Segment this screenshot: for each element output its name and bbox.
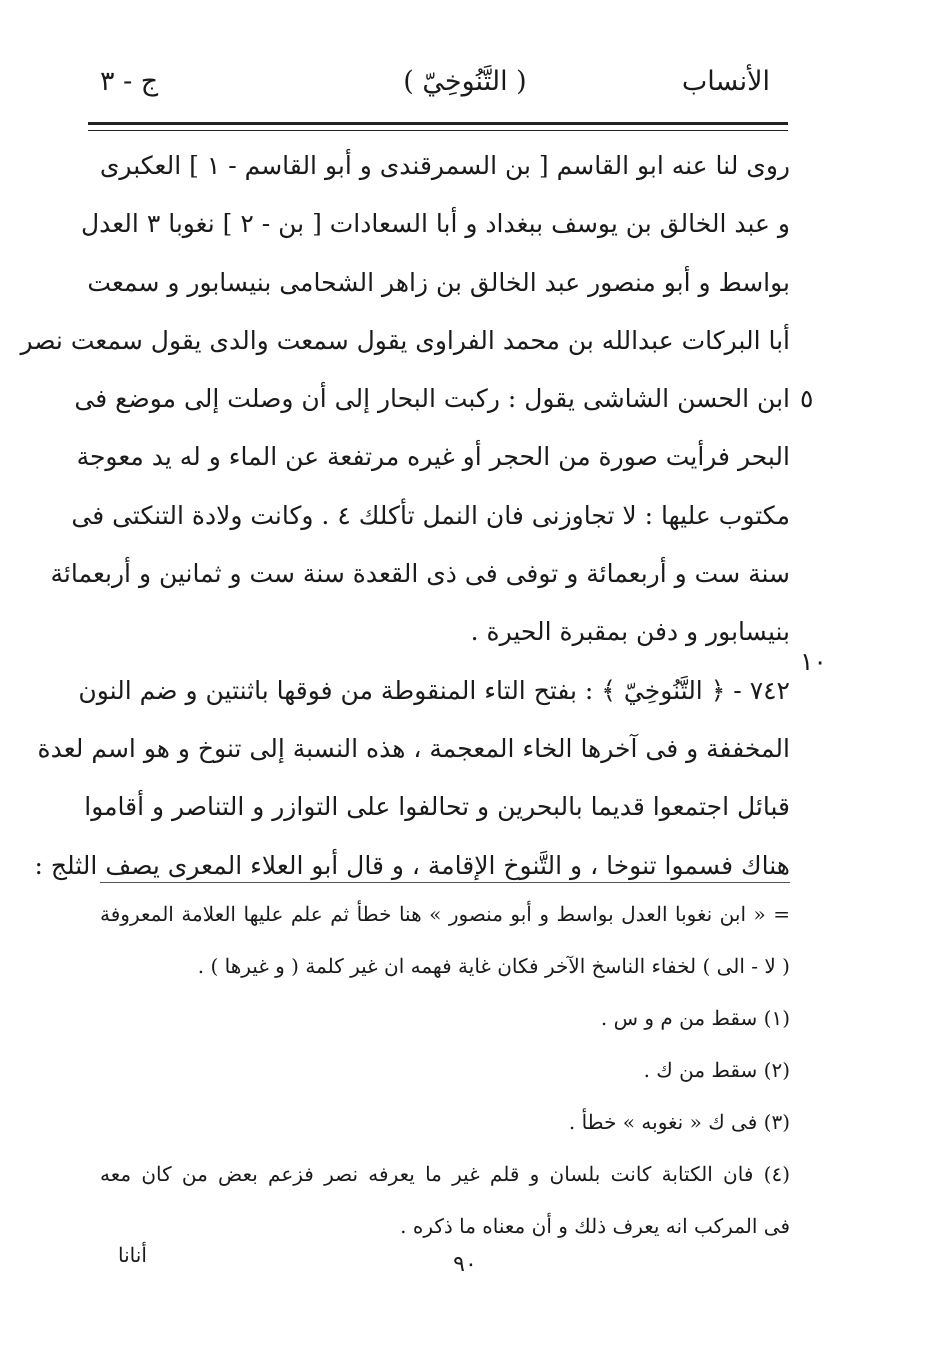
footnote-line: ( لا - الى ) لخفاء الناسخ الآخر فكان غاية فهمه ان غير كلمة ( و غيرها ) .	[197, 954, 790, 978]
text-line: البحر فرأيت صورة من الحجر أو غيره مرتفعة عن الماء و له يد معوجة	[76, 442, 790, 472]
page-stamp: أنانا	[118, 1243, 147, 1267]
footnote-line: فى المركب انه يعرف ذلك و أن معناه ما ذكره .	[400, 1214, 790, 1238]
line-number-10: ١٠	[800, 647, 827, 676]
volume-marker: ج - ٣	[100, 66, 159, 97]
text-line: بنيسابور و دفن بمقبرة الحيرة .	[470, 617, 790, 647]
text-line: مكتوب عليها : لا تجاوزنى فان النمل تأكلك ٤ . وكانت ولادة التنكتى فى	[71, 500, 790, 530]
text-line: ابن الحسن الشاشى يقول : ركبت البحار إلى أن وصلت إلى موضع فى	[74, 384, 790, 414]
footnote-line: (٢) سقط من ك .	[643, 1058, 790, 1082]
running-title: الأنساب	[681, 66, 770, 97]
text-line: بواسط و أبو منصور عبد الخالق بن زاهر الشحامى بنيسابور و سمعت	[87, 267, 790, 297]
text-line: هناك فسموا تنوخا ، و التَّنوخ الإقامة ، و قال أبو العلاء المعرى يصف الثلج :	[34, 850, 790, 880]
main-text	[20, 137, 790, 895]
text-line: سنة ست و أربعمائة و توفى فى ذى القعدة سنة ست و ثمانين و أربعمائة	[50, 559, 790, 589]
footnote-line: (٣) فى ك « نغوبه » خطأ .	[568, 1110, 790, 1134]
footnote-line: (١) سقط من م و س .	[600, 1006, 790, 1030]
header-rule-thick	[88, 122, 788, 125]
text-line: روى لنا عنه ابو القاسم [ بن السمرقندى و أبو القاسم - ١ ] العكبرى	[99, 151, 790, 180]
footnote-rule	[100, 882, 790, 883]
text-line: و عبد الخالق بن يوسف ببغداد و أبا السعادات [ بن - ٢ ] نغوبا ٣ العدل	[80, 209, 790, 239]
footnotes	[100, 888, 790, 1252]
text-line: ٧٤٢ - ﴿ التَّنُوخِيّ ﴾ : بفتح التاء المنقوطة من فوقها باثنتين و ضم النون	[78, 675, 790, 705]
entry-heading: ( التَّنُوخِيّ )	[403, 66, 527, 97]
text-line: قبائل اجتمعوا قديما بالبحرين و تحالفوا على التوازر و التناصر و أقاموا	[84, 792, 790, 822]
text-line: أبا البركات عبدالله بن محمد الفراوى يقول سمعت والدى يقول سمعت نصر	[20, 325, 790, 355]
header-rule-thin	[88, 130, 788, 131]
text-line: المخففة و فى آخرها الخاء المعجمة ، هذه النسبة إلى تنوخ و هو اسم لعدة	[37, 733, 790, 763]
line-number-5: ٥	[800, 384, 814, 413]
page-number: ٩٠	[453, 1252, 477, 1277]
footnote-line: (٤) فان الكتابة كانت بلسان و قلم غير ما يعرفه نصر فزعم بعض من كان معه	[100, 1162, 790, 1186]
footnote-line: = « ابن نغوبا العدل بواسط و أبو منصور » هنا خطأ ثم علم عليها العلامة المعروفة	[100, 902, 790, 926]
